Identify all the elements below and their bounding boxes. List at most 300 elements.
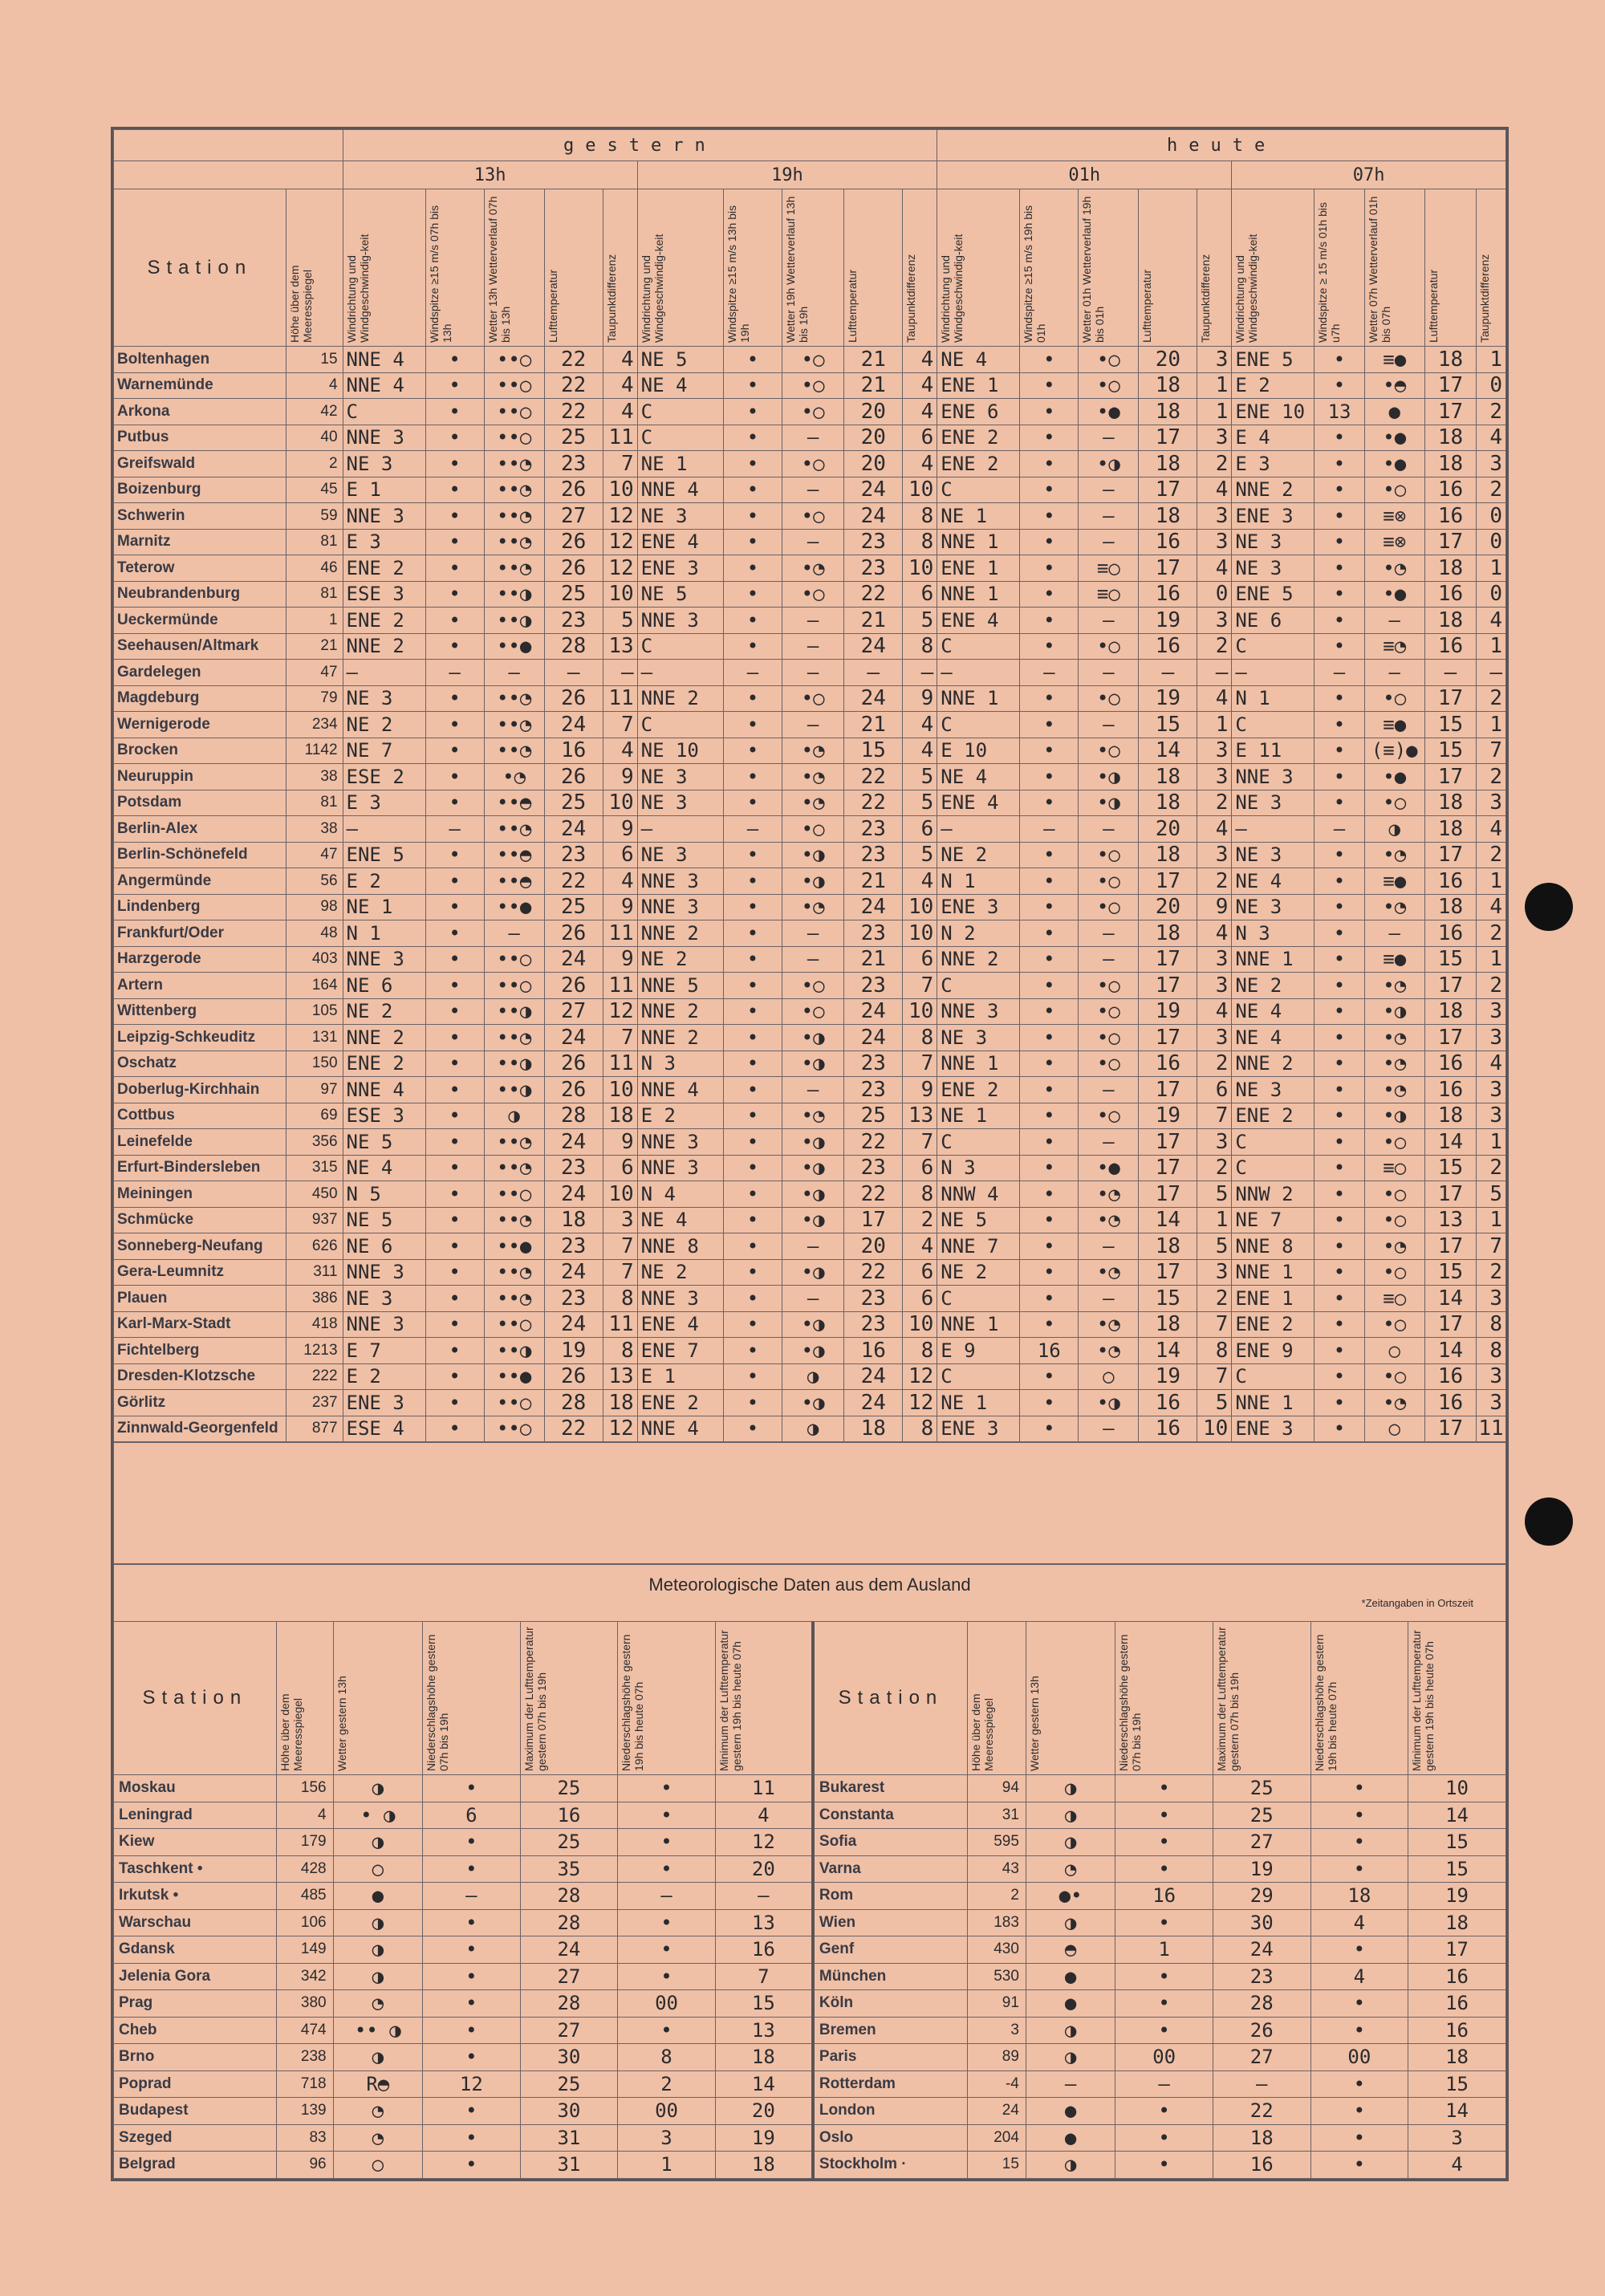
data-cell: •◑ <box>782 1050 843 1077</box>
data-cell: 18 <box>1139 1311 1197 1338</box>
time-01h: 01h <box>937 161 1232 189</box>
ausland-cell: • <box>423 2017 521 2044</box>
ausland-cell: 31 <box>967 1802 1026 1829</box>
ausland-cell: ◑ <box>1026 1829 1115 1856</box>
data-cell: ••◔ <box>484 555 544 582</box>
data-cell: ○ <box>1364 1338 1424 1364</box>
data-cell: •● <box>1079 1155 1139 1181</box>
data-cell: – <box>1079 477 1139 503</box>
data-cell: 23 <box>844 920 903 947</box>
col-label-tau13 <box>603 189 637 347</box>
data-cell: 17 <box>1424 372 1476 399</box>
data-cell: 8 <box>603 1286 637 1312</box>
ausland-cell: 27 <box>520 1963 618 1990</box>
data-cell: • <box>425 868 484 895</box>
data-cell: C <box>937 973 1020 999</box>
ausland-station-name: Budapest <box>114 2098 277 2125</box>
data-cell: • <box>1020 842 1079 868</box>
data-cell: • <box>425 738 484 764</box>
ausland-col-label-text: Minimum der Lufttemperatur gestern 19h bis heute 07h <box>717 1630 743 1771</box>
data-cell: E 2 <box>1232 372 1314 399</box>
data-cell: E 4 <box>1232 425 1314 451</box>
data-cell: •◔ <box>1079 1207 1139 1233</box>
col-label-spitze13 <box>425 189 484 347</box>
data-cell: N 5 <box>343 1181 425 1208</box>
data-cell: • <box>425 581 484 608</box>
data-cell: NE 1 <box>937 503 1020 530</box>
data-cell: 3 <box>1477 790 1506 816</box>
data-cell: – <box>484 660 544 686</box>
data-cell: •◔ <box>782 790 843 816</box>
data-cell: • <box>425 1233 484 1260</box>
ausland-cell: ◑ <box>333 1775 422 1802</box>
data-cell: 13 <box>1424 1207 1476 1233</box>
data-cell: 4 <box>286 372 343 399</box>
data-cell: NNE 3 <box>637 608 723 634</box>
table-row <box>114 738 1506 764</box>
ausland-cell: 25 <box>520 1829 618 1856</box>
data-cell: 2 <box>1197 1155 1232 1181</box>
ausland-station-name: Moskau <box>114 1775 277 1802</box>
data-cell: • <box>425 842 484 868</box>
table-row <box>114 920 1506 947</box>
data-cell: 2 <box>286 451 343 477</box>
col-label-text: Windrichtung und Windgeschwindig-keit <box>344 234 371 343</box>
data-cell: 81 <box>286 581 343 608</box>
station-name: Leinefelde <box>114 1129 286 1156</box>
ausland-cell: 4 <box>1310 1909 1408 1936</box>
ausland-cell: ◔ <box>333 2098 422 2125</box>
data-cell: 8 <box>903 1338 937 1364</box>
ausland-cell: 24 <box>1213 1936 1310 1964</box>
data-cell: NNE 1 <box>1232 1390 1314 1416</box>
data-cell: 9 <box>1197 894 1232 920</box>
data-cell: 4 <box>603 738 637 764</box>
data-cell: 17 <box>1424 529 1476 555</box>
data-cell: • <box>425 425 484 451</box>
ausland-cell: 25 <box>1213 1775 1310 1802</box>
data-cell: 24 <box>544 1025 603 1051</box>
data-cell: ENE 3 <box>343 1390 425 1416</box>
data-cell: – <box>844 660 903 686</box>
data-cell: NNE 3 <box>1232 764 1314 790</box>
data-cell: ENE 4 <box>937 790 1020 816</box>
col-label-spitze01 <box>1020 189 1079 347</box>
ausland-station-name: Rom <box>813 1883 968 1910</box>
data-cell: 22 <box>844 764 903 790</box>
data-cell: • <box>1314 633 1364 660</box>
data-cell: – <box>603 660 637 686</box>
data-cell: NE 4 <box>637 372 723 399</box>
station-name: Boizenburg <box>114 477 286 503</box>
ausland-cell: 27 <box>1213 1829 1310 1856</box>
data-cell: 16 <box>1424 920 1476 947</box>
data-cell: E 11 <box>1232 738 1314 764</box>
station-name: Schwerin <box>114 503 286 530</box>
ausland-cell: – <box>1213 2070 1310 2098</box>
station-name: Wernigerode <box>114 712 286 738</box>
data-cell: NNE 1 <box>937 581 1020 608</box>
data-cell: 4 <box>903 712 937 738</box>
ausland-col-label-text: Niederschlagshöhe gestern 07h bis 19h <box>1117 1634 1144 1771</box>
data-cell: 18 <box>1424 347 1476 373</box>
data-cell: NE 4 <box>937 347 1020 373</box>
data-cell: • <box>1020 399 1079 425</box>
ausland-cell: 25 <box>520 2070 618 2098</box>
ausland-cell: 16 <box>715 1936 813 1964</box>
ausland-cell: 27 <box>520 2017 618 2044</box>
data-cell: 0 <box>1477 529 1506 555</box>
ausland-cell: • <box>1310 2098 1408 2125</box>
data-cell: • <box>1020 790 1079 816</box>
data-cell: NNE 3 <box>637 1155 723 1181</box>
data-cell: • <box>1020 372 1079 399</box>
data-cell: 17 <box>1139 425 1197 451</box>
data-cell: 18 <box>1424 1103 1476 1129</box>
ausland-cell: – <box>1026 2070 1115 2098</box>
ausland-cell: – <box>423 1883 521 1910</box>
data-cell: 10 <box>1197 1416 1232 1442</box>
data-cell: 24 <box>544 816 603 843</box>
data-cell: 26 <box>544 973 603 999</box>
data-cell: •○ <box>1364 1181 1424 1208</box>
data-cell: 18 <box>1424 425 1476 451</box>
data-cell: – <box>1079 816 1139 843</box>
ausland-cell: • <box>1115 1829 1213 1856</box>
data-cell: 56 <box>286 868 343 895</box>
data-cell: •◔ <box>1079 1311 1139 1338</box>
ausland-cell: • <box>1310 1802 1408 1829</box>
data-cell: (≡)● <box>1364 738 1424 764</box>
data-cell: ••◔ <box>484 503 544 530</box>
ausland-cell: • <box>1115 1990 1213 2018</box>
data-cell: • <box>1314 425 1364 451</box>
data-cell: ••○ <box>484 347 544 373</box>
data-cell: • <box>1020 998 1079 1025</box>
ausland-col-label <box>618 1622 716 1775</box>
band-empty <box>114 130 343 161</box>
ausland-col-label-text: Maximum der Lufttemperatur gestern 07h bis 19h <box>522 1627 548 1771</box>
data-cell: ENE 10 <box>1232 399 1314 425</box>
data-cell: C <box>1232 1363 1314 1390</box>
data-cell: • <box>1314 347 1364 373</box>
ausland-cell: • ◑ <box>333 1802 422 1829</box>
data-cell: •● <box>1364 425 1424 451</box>
data-cell: •◑ <box>782 1259 843 1286</box>
data-cell: 2 <box>1477 1259 1506 1286</box>
data-cell: 5 <box>1197 1233 1232 1260</box>
data-cell: 3 <box>1197 946 1232 973</box>
data-cell: 17 <box>1139 477 1197 503</box>
data-cell: 1 <box>1477 555 1506 582</box>
ausland-col-label-text: Maximum der Lufttemperatur gestern 07h bis 19h <box>1214 1627 1241 1771</box>
data-cell: •● <box>1364 764 1424 790</box>
ausland-cell: 28 <box>1213 1990 1310 2018</box>
ausland-cell: • <box>423 1936 521 1964</box>
data-cell: • <box>1020 633 1079 660</box>
ausland-cell: 3 <box>618 2124 716 2152</box>
ausland-cell: 8 <box>618 2044 716 2071</box>
data-cell: ••◓ <box>484 842 544 868</box>
data-cell: – <box>782 920 843 947</box>
ausland-col-label-text: Minimum der Lufttemperatur gestern 19h bis heute 07h <box>1410 1630 1436 1771</box>
data-cell: 3 <box>1197 1025 1232 1051</box>
data-cell: C <box>937 1363 1020 1390</box>
station-name: Putbus <box>114 425 286 451</box>
data-cell: 97 <box>286 1077 343 1103</box>
data-cell: •○ <box>1079 973 1139 999</box>
data-cell: 20 <box>844 399 903 425</box>
ausland-cell: • <box>423 1855 521 1883</box>
data-cell: 6 <box>603 1155 637 1181</box>
data-cell: ENE 1 <box>1232 1286 1314 1312</box>
data-cell: 1 <box>1477 633 1506 660</box>
ausland-cell: • <box>1115 1963 1213 1990</box>
data-cell: C <box>937 1129 1020 1156</box>
ausland-cell: 29 <box>1213 1883 1310 1910</box>
ausland-station-name: Jelenia Gora <box>114 1963 277 1990</box>
ausland-cell: 12 <box>715 1829 813 1856</box>
data-cell: 7 <box>1477 738 1506 764</box>
data-cell: – <box>782 425 843 451</box>
ausland-row <box>114 1775 1506 1802</box>
data-cell: – <box>782 633 843 660</box>
table-row <box>114 347 1506 373</box>
ausland-cell: 19 <box>1213 1855 1310 1883</box>
data-cell: 937 <box>286 1207 343 1233</box>
data-cell: E 10 <box>937 738 1020 764</box>
ausland-cell: 10 <box>1408 1775 1506 1802</box>
data-cell: •○ <box>1079 894 1139 920</box>
data-cell: •○ <box>1079 372 1139 399</box>
data-cell: • <box>1020 1311 1079 1338</box>
data-cell: 315 <box>286 1155 343 1181</box>
data-cell: •◔ <box>484 764 544 790</box>
ausland-cell: 23 <box>1213 1963 1310 1990</box>
ausland-cell: • <box>1310 1775 1408 1802</box>
data-cell: •○ <box>1079 1050 1139 1077</box>
ausland-cell: • <box>423 1775 521 1802</box>
ausland-cell: 238 <box>276 2044 333 2071</box>
data-cell: NNE 8 <box>637 1233 723 1260</box>
data-cell: 16 <box>1424 1390 1476 1416</box>
data-cell: C <box>937 477 1020 503</box>
ausland-cell: 27 <box>1213 2044 1310 2071</box>
data-cell: NE 4 <box>343 1155 425 1181</box>
ausland-cell: 3 <box>967 2017 1026 2044</box>
data-cell: • <box>1314 738 1364 764</box>
data-cell: 4 <box>603 347 637 373</box>
table-row <box>114 816 1506 843</box>
ausland-cell: ◑ <box>1026 2152 1115 2179</box>
ausland-cell: ◑ <box>333 1909 422 1936</box>
data-cell: – <box>782 529 843 555</box>
col-label-text: Lufttemperatur <box>1140 269 1154 343</box>
data-cell: ••◑ <box>484 1050 544 1077</box>
data-cell: •● <box>1079 399 1139 425</box>
ausland-station-name: Gdansk <box>114 1936 277 1964</box>
data-cell: 23 <box>544 1286 603 1312</box>
time-19h: 19h <box>637 161 937 189</box>
col-label-text: Windspitze ≥ 15 m/s 01h bis u7h <box>1316 202 1343 343</box>
data-cell: 26 <box>544 1363 603 1390</box>
data-cell: ••○ <box>484 973 544 999</box>
data-cell: •○ <box>1364 790 1424 816</box>
data-cell: • <box>1020 920 1079 947</box>
data-cell: •○ <box>782 372 843 399</box>
ausland-row <box>114 2017 1506 2044</box>
data-cell: NE 5 <box>937 1207 1020 1233</box>
data-cell: • <box>723 738 782 764</box>
data-cell: •○ <box>782 816 843 843</box>
data-cell: NE 1 <box>937 1103 1020 1129</box>
data-cell: ESE 3 <box>343 1103 425 1129</box>
data-cell: 5 <box>1477 1181 1506 1208</box>
data-cell: • <box>723 946 782 973</box>
data-cell: NE 3 <box>343 1286 425 1312</box>
data-cell: NNE 2 <box>1232 477 1314 503</box>
ausland-cell: 2 <box>967 1883 1026 1910</box>
ausland-row <box>114 2070 1506 2098</box>
data-cell: 3 <box>1197 529 1232 555</box>
data-cell: 15 <box>844 738 903 764</box>
ausland-cell: • <box>618 1909 716 1936</box>
data-cell: N 3 <box>637 1050 723 1077</box>
ausland-station-name: Leningrad <box>114 1802 277 1829</box>
data-cell: 23 <box>844 973 903 999</box>
ausland-cell: 26 <box>1213 2017 1310 2044</box>
data-cell: E 1 <box>637 1363 723 1390</box>
ausland-cell: 14 <box>715 2070 813 2098</box>
data-cell: 9 <box>903 1077 937 1103</box>
data-cell: 23 <box>544 1233 603 1260</box>
table-row <box>114 1311 1506 1338</box>
ausland-cell: 13 <box>715 2017 813 2044</box>
col-label-text: Windspitze ≥15 m/s 19h bis 01h <box>1022 205 1048 343</box>
table-row <box>114 1077 1506 1103</box>
data-cell: NE 6 <box>1232 608 1314 634</box>
data-cell: • <box>723 1390 782 1416</box>
ausland-station-name: Paris <box>813 2044 968 2071</box>
data-cell: NE 3 <box>637 790 723 816</box>
col-label-tau07 <box>1477 189 1506 347</box>
ausland-cell: 19 <box>715 2124 813 2152</box>
data-cell: •◔ <box>1364 555 1424 582</box>
data-cell: • <box>723 790 782 816</box>
data-cell: ••◔ <box>484 1129 544 1156</box>
data-cell: • <box>425 372 484 399</box>
station-name: Meiningen <box>114 1181 286 1208</box>
data-cell: • <box>1314 1103 1364 1129</box>
data-cell: 22 <box>844 581 903 608</box>
data-cell: 28 <box>544 1390 603 1416</box>
station-name: Dresden-Klotzsche <box>114 1363 286 1390</box>
data-cell: – <box>1079 608 1139 634</box>
data-cell: 17 <box>1424 1181 1476 1208</box>
data-cell: • <box>1314 1129 1364 1156</box>
data-cell: 26 <box>544 1077 603 1103</box>
ausland-cell: ○ <box>333 2152 422 2179</box>
col-label-text: Windrichtung und Windgeschwindig-keit <box>939 234 965 343</box>
data-cell: • <box>1314 1050 1364 1077</box>
data-cell: • <box>1020 1103 1079 1129</box>
data-cell: 6 <box>1197 1077 1232 1103</box>
data-cell: 20 <box>844 1233 903 1260</box>
data-cell: ••○ <box>484 1311 544 1338</box>
table-row <box>114 1416 1506 1442</box>
data-cell: 2 <box>1477 842 1506 868</box>
data-cell: NE 3 <box>637 842 723 868</box>
data-cell: 21 <box>844 712 903 738</box>
ausland-cell: 22 <box>1213 2098 1310 2125</box>
data-cell: 40 <box>286 425 343 451</box>
table-row <box>114 581 1506 608</box>
data-cell: ••◔ <box>484 1259 544 1286</box>
data-cell: • <box>1314 712 1364 738</box>
data-cell: NNE 3 <box>343 503 425 530</box>
data-cell: • <box>425 1363 484 1390</box>
data-cell: • <box>425 608 484 634</box>
data-cell: NE 3 <box>637 503 723 530</box>
data-cell: 22 <box>544 347 603 373</box>
data-cell: – <box>1314 816 1364 843</box>
data-cell: 222 <box>286 1363 343 1390</box>
data-cell: – <box>937 660 1020 686</box>
data-cell: • <box>723 1103 782 1129</box>
ausland-col-label <box>1115 1622 1213 1775</box>
ausland-cell: • <box>618 1963 716 1990</box>
data-cell: – <box>782 712 843 738</box>
data-cell: 8 <box>903 1181 937 1208</box>
data-cell: ENE 2 <box>343 608 425 634</box>
table-row <box>114 764 1506 790</box>
col-label-text: Lufttemperatur <box>546 269 559 343</box>
data-cell: NE 4 <box>1232 1025 1314 1051</box>
data-cell: • <box>723 868 782 895</box>
data-cell: • <box>1314 1338 1364 1364</box>
data-cell: 16 <box>544 738 603 764</box>
table-row <box>114 685 1506 712</box>
data-cell: 403 <box>286 946 343 973</box>
data-cell: 0 <box>1477 503 1506 530</box>
ausland-col-label <box>423 1622 521 1775</box>
data-cell: – <box>343 816 425 843</box>
data-cell: – <box>1079 1077 1139 1103</box>
data-cell: 23 <box>544 842 603 868</box>
ausland-cell: 91 <box>967 1990 1026 2018</box>
ausland-col-label <box>276 1622 333 1775</box>
table-row <box>114 712 1506 738</box>
data-cell: •◑ <box>1079 790 1139 816</box>
data-cell: NNE 1 <box>1232 946 1314 973</box>
data-cell: ≡◔ <box>1364 633 1424 660</box>
data-cell: 4 <box>1197 816 1232 843</box>
data-cell: 11 <box>603 685 637 712</box>
ausland-cell: ◑ <box>333 1829 422 1856</box>
data-cell: 19 <box>544 1338 603 1364</box>
table-row <box>114 973 1506 999</box>
data-cell: •◔ <box>1364 894 1424 920</box>
data-cell: •○ <box>1079 842 1139 868</box>
data-cell: C <box>1232 712 1314 738</box>
data-cell: 24 <box>844 894 903 920</box>
data-cell: 42 <box>286 399 343 425</box>
data-cell: – <box>1079 503 1139 530</box>
ausland-station-name: London <box>813 2098 968 2125</box>
data-cell: • <box>723 712 782 738</box>
data-cell: – <box>903 660 937 686</box>
data-cell: •◑ <box>782 1207 843 1233</box>
